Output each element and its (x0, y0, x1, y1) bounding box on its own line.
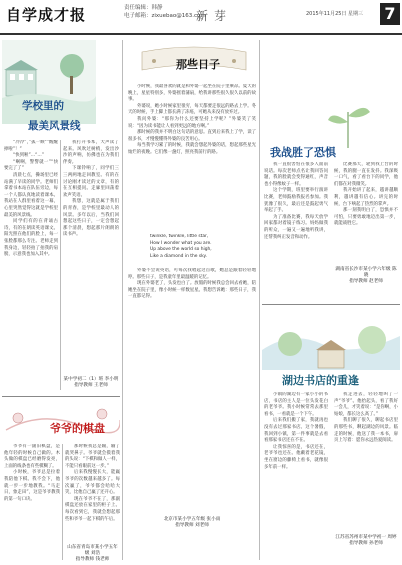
editor-info (124, 4, 206, 20)
paragraph: 那时候的我并不明白这句话的意思。直到后来我上了学，读了很多书，才慢慢懂得外婆的良苦用心。 (128, 130, 256, 142)
bookstore-byline (334, 534, 398, 546)
paragraph: 我想，这就是属于我们的青春，是学校里最动人的风景。多年以后，当我们回想起这些日子，一定会想起那个清晨，想起那片朗朗的读书声。 (63, 199, 119, 238)
paragraph: 那一刻我明白了，恐惧并不可怕，只要勇敢地迈出第一步，就能战胜它。 (334, 208, 398, 227)
school-article-title (22, 96, 112, 136)
paragraph: 我走进去，轻轻地叫了一声“爷爷”。他抬起头，看了我好一会儿，才笑着说：“是你啊，小姑娘，都长这么高了。” (334, 392, 398, 417)
editor-name: 责任编辑：韩静 (124, 5, 163, 11)
author: 北京市某小学五年级 张小雨 (163, 517, 221, 522)
days-article-part-2 (128, 268, 256, 508)
paragraph: 这个学期，班里要举行演讲比赛，老师鼓励我报名参加。我犹豫了很久，最后还是鼓起勇气举起了手。 (264, 188, 328, 214)
paragraph: 比赛那天，轮到我上台的时候，我的腿一直在发抖。我深吸一口气，看了看台下的同学，他们都在对我微笑。 (334, 162, 398, 187)
paragraph: 小时候，爷爷总是拉着我陪他下棋。我不会下，他就一步一步地教我。“马走日，象走田”，这是爷爷教我的第一句口诀。 (4, 470, 60, 502)
author: 江苏省苏州市某中学初一 周婷 (335, 535, 397, 540)
lyric-line: twinkle, twinkle, little star, (150, 234, 209, 239)
paragraph: 现在爷爷不在了，那副棋盘还放在家里的柜子上。每次看到它，我就会想起那些和爷爷一起下棋的午后。 (65, 496, 120, 522)
chess-article-title: 爷爷的棋盘 (50, 422, 105, 435)
paragraph: 小时候，我最喜欢的就是和外婆一起坐在院子里乘凉。夏天的晚上，星星特别多，外婆摇着蒲扇，给我讲那些很久很久以前的故事。 (128, 84, 256, 103)
bookstore-article-col-1 (264, 392, 328, 560)
paragraph: 小镇的湖边有一家小小的书店，书店的主人是一位头发花白的老爷爷。我小时候常常去那里看书，一看就是一个下午。 (264, 392, 328, 417)
song-lyrics (150, 234, 250, 264)
header-rule (0, 33, 402, 35)
column-divider (60, 140, 61, 390)
bookstore-article-col-2 (334, 392, 398, 530)
chess-article-col-2 (65, 444, 120, 540)
section-rule (262, 304, 400, 305)
fear-article-title: 我战胜了恐惧 (270, 146, 336, 159)
issue-date: 2015年11月25日 星期三 (306, 11, 364, 17)
sprout-graphic (298, 90, 398, 150)
paragraph: 后来我慢慢长大，能赢爷爷的次数越来越多了。每次赢了，爷爷都会哈哈大笑，比他自己赢了还开心。 (65, 470, 120, 496)
author: 湖南省长沙市某小学六年级 陈晓 (335, 267, 397, 278)
fear-illustration (298, 90, 398, 150)
paragraph: 我打开书本，大声读了起来。风吹过树梢，发出沙沙的声响，仿佛也在为我们伴奏。 (63, 140, 119, 165)
paragraph: 每当我学习累了的时候，我就会想起外婆的话，想起那些星光灿烂的夜晚。它们像一盏灯，照亮我前行的路。 (128, 143, 256, 155)
school-article-col-2 (63, 140, 119, 372)
paragraph: 我问外婆：“那你为什么还要坚持上学呢？”外婆笑了笑说：“因为读书能让人看到更远的地方啊。” (128, 116, 256, 129)
school-title-line-1: 学校里的 (22, 100, 64, 112)
teacher: 指导教师 赵老师 (349, 279, 383, 284)
section-divider (122, 40, 123, 560)
paragraph: 现在外婆老了，头发也白了。放假的时候我总会回去看她，陪她坐在院子里，像小时候一样数星星。我想告诉她：那些日子，我一直都记得。 (128, 281, 256, 300)
days-byline (128, 516, 256, 528)
lyric-line: How I wonder what you are. (150, 240, 212, 246)
page-number: 7 (380, 3, 400, 25)
school-article-col-1 (4, 140, 58, 392)
teacher: 指导教师 孙老师 (349, 541, 383, 546)
author: 某中学初二（1）班 李小明 (63, 377, 119, 382)
school-byline (63, 376, 119, 388)
paragraph: 让我惊喜的是，书店还在，老爷爷也还在。他戴着老花镜，坐在窗边的藤椅上看书，就像很多年前一样。 (264, 444, 328, 470)
fear-byline (334, 266, 398, 284)
section-name: 新芽 (196, 9, 233, 23)
section-rule (2, 396, 120, 397)
paragraph: 我们聊了很久，聊起书店里的那些书，聊起湖边的风景。临走的时候，他送了我一本书，扉页上写着：愿你永远热爱阅读。 (334, 418, 398, 444)
paragraph: 为了准备比赛，我每天放学回家都对着镜子练习。妈妈做我的听众，一遍又一遍地听我讲，还帮我纠正发音和动作。 (264, 214, 328, 240)
editor-email: 电子邮箱：zixuebao@163.com (124, 13, 206, 19)
paragraph: 外婆不会说英语，可每次我唱起这首歌，她总是跟着轻轻地哼。那些日子，是我童年里最温暖的记忆。 (128, 268, 256, 280)
fear-article-col-1 (264, 162, 328, 308)
paragraph: “冷冷”，”孤一顾“”醒醒掉啦”！” (4, 140, 58, 152)
days-article-part-1 (128, 84, 256, 230)
chess-byline (65, 544, 120, 562)
paper-name: 自学成才报 (6, 6, 87, 24)
days-article-title: 那些日子 (176, 58, 220, 71)
paragraph: 后来我们搬了家，我就再也没有去过那家书店。这个暑假，我回到小镇，第一件事就是去看看那家书店还在不在。 (264, 418, 328, 444)
fear-article-col-2 (334, 162, 398, 262)
lyric-line: Up above the world so high, (150, 247, 212, 253)
paragraph: 我开始讲了起来，越讲越顺利，越讲越有信心。讲完的时候，台下响起了热烈的掌声。 (334, 188, 398, 207)
paragraph: “快到啦”…“…” (13, 153, 45, 159)
paragraph: 清晨七点，操场里已经站满了早读的同学。老师们拿着书本站在队伍旁边，每一个人都认真地读着课本。我站在人群里看着这一幕，心里突然觉得这就是学校里最美的风景线。 (4, 172, 58, 218)
paragraph: 爷爷有一副旧棋盘，是他年轻的时候自己做的。木头做的棋盘已经磨得发亮，上面的线条也有些模糊了。 (4, 444, 60, 469)
chess-article-col-1 (4, 444, 60, 562)
author: 山东省青岛市某小学五年级 刘浩 (67, 545, 118, 556)
column-divider (62, 444, 63, 560)
paragraph: 我一直很害怕在很多人面前说话。每次老师点名让我回答问题，我的脸就会变得通红，声音也小得像蚊子一样。 (264, 162, 328, 187)
school-title-line-2: 最美风景线 (28, 120, 81, 132)
bookstore-article-title: 湖边书店的重逢 (282, 374, 359, 387)
section-divider (259, 40, 260, 560)
paragraph: 同学们有的在背诵古诗，有的在朗读英语课文。阳光照在他们的脸上，每一张脸都那么专注。老师走到我身边，轻轻拍了拍我的肩膀，示意我也加入其中。 (4, 219, 58, 258)
paragraph: 那时候我总是输，输了就哭鼻子。爷爷就会摸着我的头说：“下棋和做人一样，不能只看眼前这一步。” (65, 444, 120, 469)
paragraph: 下课铃响了，同学们三三两两地走回教室。有的在讨论刚才读过的文章，有的在互相提问。走廊里回荡着欢声笑语。 (63, 166, 119, 198)
teacher: 指导教师 刘老师 (175, 523, 209, 528)
paragraph: 外婆说，她小时候家里很穷，每天都要走很远的路去上学。冬天的时候，手上脚上都长满了冻疮，可她从来没有放弃过。 (128, 103, 256, 116)
teacher: 指导教师 钱老师 (75, 557, 110, 562)
lyric-line: Like a diamond in the sky. (150, 253, 207, 259)
paragraph: “啊啊，警警就一”“快要完了了” (4, 159, 58, 172)
teacher: 指导教师 王老师 (74, 383, 108, 388)
